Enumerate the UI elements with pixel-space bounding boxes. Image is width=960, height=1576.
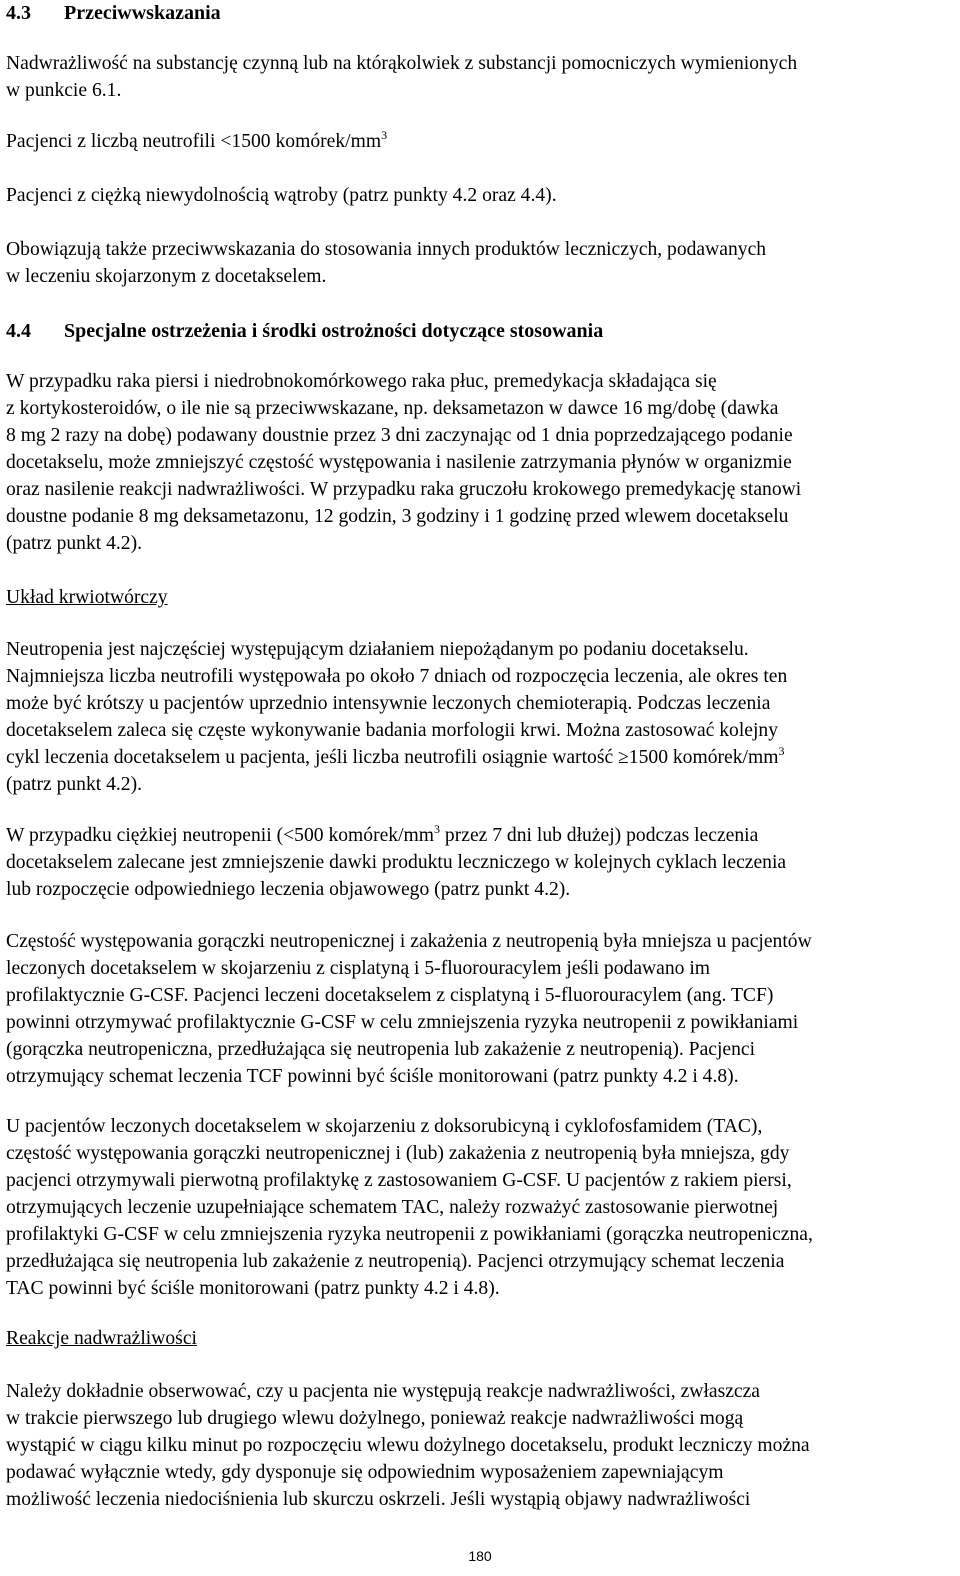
text-line: profilaktycznie G-CSF. Pacjenci leczeni docetakselem z cisplatyną i 5-fluorouracylem (ang. TCF) <box>6 985 774 1006</box>
text-line: wystąpić w ciągu kilku minut po rozpoczęciu wlewu dożylnego docetakselu, produkt leczniczy można <box>6 1435 810 1456</box>
section-heading-contraindications <box>6 0 221 26</box>
text-line: profilaktyki G-CSF w celu zmniejszenia ryzyka neutropenii z powikłaniami (gorączka neutropeniczna, <box>6 1224 813 1245</box>
text-line: (gorączka neutropeniczna, przedłużająca się neutropenia lub zakażenie z neutropenią). Pacjenci <box>6 1039 756 1060</box>
text-span: cykl leczenia docetakselem u pacjenta, jeśli liczba neutrofili osiągnie wartość ≥1500 komórek/mm <box>6 747 779 768</box>
text-line: częstość występowania gorączki neutropenicznej i (lub) zakażenia z neutropenią była mniejsza, gdy <box>6 1143 790 1164</box>
text-line: może być krótszy u pacjentów uprzednio intensywnie leczonych chemioterapią. Podczas leczenia <box>6 693 771 714</box>
paragraph-combination <box>6 236 766 290</box>
section-number: 4.3 <box>6 2 31 24</box>
text-line: W przypadku raka piersi i niedrobnokomórkowego raka płuc, premedykacja składająca się <box>6 371 717 392</box>
section-title: Przeciwwskazania <box>64 2 221 24</box>
text-line: w leczeniu skojarzonym z docetakselem. <box>6 266 327 287</box>
superscript: 3 <box>381 128 388 142</box>
paragraph-premedication <box>6 368 801 557</box>
section-title: Specjalne ostrzeżenia i środki ostrożności dotyczące stosowania <box>64 320 604 342</box>
section-number: 4.4 <box>6 320 31 342</box>
text-line: Neutropenia jest najczęściej występującym działaniem niepożądanym po podaniu docetakselu. <box>6 639 749 660</box>
text-line: 8 mg 2 razy na dobę) podawany doustnie przez 3 dni zaczynając od 1 dnia poprzedzającego podanie <box>6 425 793 446</box>
paragraph-hypersensitivity <box>6 50 797 104</box>
paragraph-febrile-neutropenia-tcf <box>6 928 812 1090</box>
text-line: pacjenci otrzymywali pierwotną profilaktykę z zastosowaniem G-CSF. U pacjentów z rakiem piersi, <box>6 1170 792 1191</box>
superscript: 3 <box>778 744 785 758</box>
text-line <box>6 822 786 849</box>
text-line: leczonych docetakselem w skojarzeniu z cisplatyną i 5-fluorouracylem jeśli podawano im <box>6 958 711 979</box>
text-line: docetakselem zaleca się częste wykonywanie badania morfologii krwi. Można zastosować kolejny <box>6 720 779 741</box>
text-line: Najmniejsza liczba neutrofili występowała po około 7 dniach od rozpoczęcia leczenia, ale okres ten <box>6 666 788 687</box>
text-line: oraz nasilenie reakcji nadwrażliwości. W przypadku raka gruczołu krokowego premedykację stanowi <box>6 479 802 500</box>
text-line: w trakcie pierwszego lub drugiego wlewu dożylnego, ponieważ reakcje nadwrażliwości mogą <box>6 1408 744 1429</box>
text-line: Nadwrażliwość na substancję czynną lub na którąkolwiek z substancji pomocniczych wymienionych <box>6 53 798 74</box>
paragraph-tac <box>6 1113 813 1302</box>
text-line: otrzymujący schemat leczenia TCF powinni być ściśle monitorowani (patrz punkty 4.2 i 4.8). <box>6 1066 739 1087</box>
text-line: możliwość leczenia niedociśnienia lub skurczu oskrzeli. Jeśli wystąpią objawy nadwrażliwości <box>6 1489 751 1510</box>
paragraph-hypersensitivity-reactions <box>6 1378 810 1513</box>
paragraph-neutropenia <box>6 636 787 798</box>
text-line <box>6 744 787 771</box>
subheading-blood-system: Układ krwiotwórczy <box>6 587 168 608</box>
superscript: 3 <box>434 822 441 836</box>
text-line: lub rozpoczęcie odpowiedniego leczenia objawowego (patrz punkt 4.2). <box>6 879 571 900</box>
text-line: doustne podanie 8 mg deksametazonu, 12 godzin, 3 godziny i 1 godzinę przed wlewem docetakselu <box>6 506 789 527</box>
paragraph-severe-neutropenia <box>6 822 786 903</box>
text-line: U pacjentów leczonych docetakselem w skojarzeniu z doksorubicyną i cyklofosfamidem (TAC), <box>6 1116 763 1137</box>
text-line: docetakselu, może zmniejszyć częstość występowania i nasilenie zatrzymania płynów w organizmie <box>6 452 792 473</box>
text-line: podawać wyłącznie wtedy, gdy dysponuje się odpowiednim wyposażeniem zapewniającym <box>6 1462 724 1483</box>
text-span: W przypadku ciężkiej neutropenii (<500 komórek/mm <box>6 825 435 846</box>
text-line: Należy dokładnie obserwować, czy u pacjenta nie występują reakcje nadwrażliwości, zwłaszcza <box>6 1381 761 1402</box>
subheading-hypersensitivity: Reakcje nadwrażliwości <box>6 1328 197 1349</box>
text-line: TAC powinni być ściśle monitorowani (patrz punkty 4.2 i 4.8). <box>6 1278 500 1299</box>
section-heading-warnings <box>6 318 603 344</box>
text-line: (patrz punkt 4.2). <box>6 533 143 554</box>
text-line: powinni otrzymywać profilaktycznie G-CSF w celu zmniejszenia ryzyka neutropenii z powikłaniami <box>6 1012 799 1033</box>
paragraph-liver: Pacjenci z ciężką niewydolnością wątroby (patrz punkty 4.2 oraz 4.4). <box>6 185 557 206</box>
text-line: (patrz punkt 4.2). <box>6 774 143 795</box>
text-line: docetakselem zalecane jest zmniejszenie dawki produktu leczniczego w kolejnych cyklach leczenia <box>6 852 787 873</box>
text-span: przez 7 dni lub dłużej) podczas leczenia <box>440 825 759 846</box>
text-line: przedłużająca się neutropenia lub zakażenie z neutropenią). Pacjenci otrzymujący schemat leczenia <box>6 1251 785 1272</box>
text-line: w punkcie 6.1. <box>6 80 122 101</box>
text-line: z kortykosteroidów, o ile nie są przeciwwskazane, np. deksametazon w dawce 16 mg/dobę (dawka <box>6 398 779 419</box>
text-line: Częstość występowania gorączki neutropenicznej i zakażenia z neutropenią była mniejsza u pacjentów <box>6 931 812 952</box>
page-number: 180 <box>468 1548 492 1564</box>
text-line: otrzymujących leczenie uzupełniające schematem TAC, należy rozważyć zastosowanie pierwotnej <box>6 1197 779 1218</box>
text-span: Pacjenci z liczbą neutrofili <1500 komórek/mm <box>6 131 382 152</box>
text-line: Obowiązują także przeciwwskazania do stosowania innych produktów leczniczych, podawanych <box>6 239 767 260</box>
paragraph-neutrophils <box>6 128 387 155</box>
